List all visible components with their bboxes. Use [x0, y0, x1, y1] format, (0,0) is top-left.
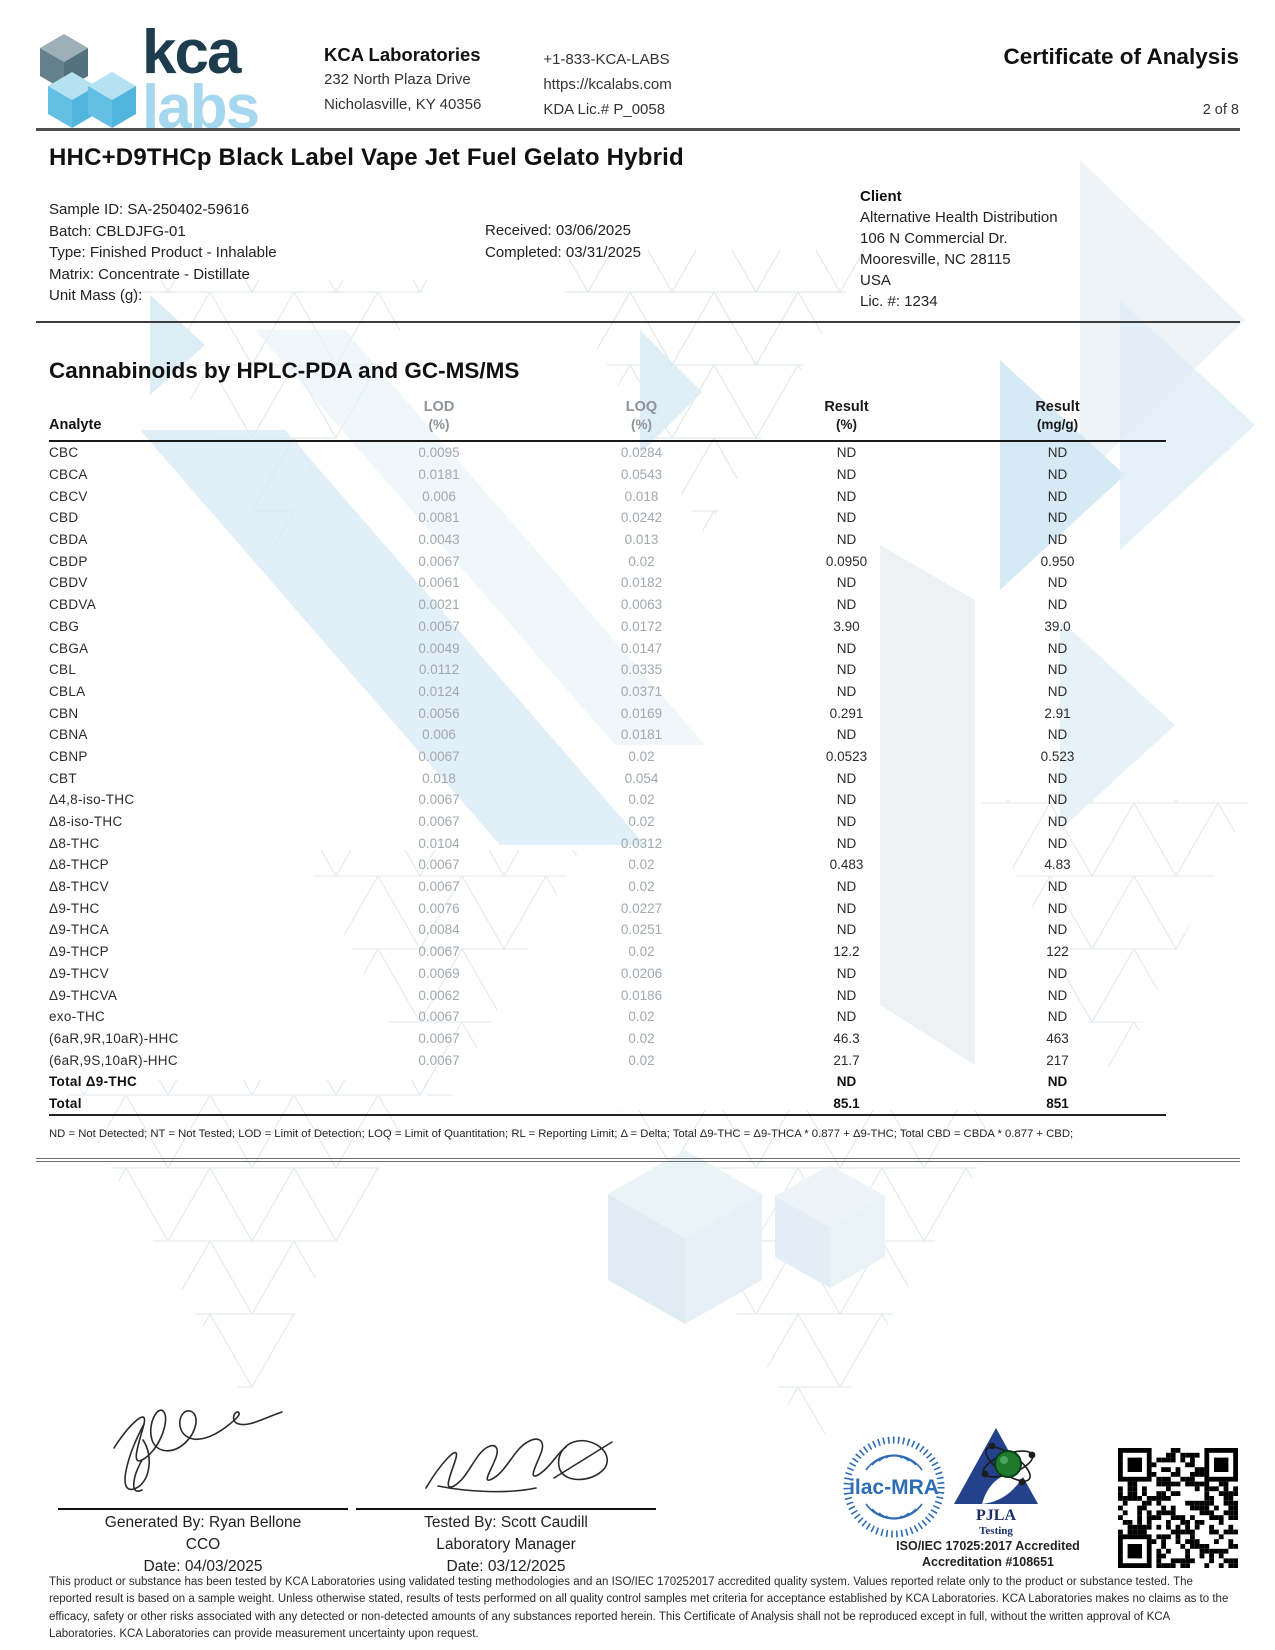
analyte-value: 0.054	[624, 770, 659, 786]
analyte-value: ND	[836, 835, 857, 851]
client-license: Lic. #: 1234	[860, 293, 938, 310]
table-row	[49, 1093, 1166, 1116]
sample-matrix: Matrix: Concentrate - Distillate	[49, 265, 250, 283]
analyte-value: 0.0081	[418, 510, 460, 526]
kca-logo	[36, 18, 308, 142]
client-country: USA	[860, 272, 891, 289]
analyte-value: ND	[1047, 445, 1068, 461]
column-header-loq: LOQ (%)	[539, 398, 744, 441]
table-row	[49, 724, 1166, 746]
analyte-value: ND	[1047, 597, 1068, 613]
analyte-value: ND	[1047, 683, 1068, 699]
analyte-value: 122	[1046, 944, 1069, 960]
analyte-value: 0.0335	[620, 662, 663, 678]
analyte-name: CBNP	[49, 748, 88, 764]
analyte-name: CBDP	[49, 553, 88, 569]
cannabinoid-table	[49, 398, 1166, 1116]
analyte-name: (6aR,9R,10aR)-HHC	[49, 1030, 179, 1046]
table-row	[49, 1028, 1166, 1050]
analyte-name: CBLA	[49, 683, 86, 699]
analyte-name: Total	[49, 1093, 339, 1116]
analyte-value: 0.0067	[418, 1052, 460, 1068]
document-title: Certificate of Analysis	[1003, 44, 1239, 69]
analyte-name: CBNA	[49, 727, 88, 743]
table-row	[49, 876, 1166, 898]
lab-contact	[543, 26, 671, 136]
analyte-value: 0.006	[422, 488, 456, 504]
analyte-name: CBCV	[49, 488, 88, 504]
analyte-value: ND	[1047, 662, 1068, 678]
tested-by: Tested By: Scott Caudill	[424, 1514, 588, 1531]
table-row	[49, 616, 1166, 638]
analyte-value: 39.0	[1044, 618, 1071, 634]
analyte-value: 0.02	[628, 879, 655, 895]
analyte-value: ND	[836, 467, 857, 483]
lab-website: https://kcalabs.com	[543, 76, 672, 93]
analyte-value: ND	[1047, 640, 1068, 656]
analyte-value: 0.0057	[418, 618, 460, 634]
analyte-value	[539, 1093, 744, 1116]
analyte-value: 0.0186	[620, 987, 663, 1003]
analyte-name: Δ9-THCVA	[49, 987, 118, 1003]
completed-date: Completed: 03/31/2025	[485, 243, 641, 261]
ilac-mra-logo	[843, 1436, 945, 1538]
column-header-result-mgg: Result (mg/g)	[949, 398, 1166, 441]
analyte-value: ND	[836, 987, 857, 1003]
table-row	[49, 832, 1166, 854]
iso-accreditation-text	[848, 1538, 1128, 1570]
analyte-value: 0.0062	[418, 987, 460, 1003]
table-row	[49, 897, 1166, 919]
analyte-value: ND	[836, 922, 857, 938]
analyte-value: 0.02	[628, 792, 655, 808]
analyte-value: 0.0251	[620, 922, 663, 938]
signature-line-tested	[356, 1508, 656, 1510]
analyte-value: ND	[836, 727, 857, 743]
analyte-value: 0.0242	[620, 510, 663, 526]
column-header-analyte: Analyte	[49, 398, 339, 441]
analyte-value: ND	[1047, 792, 1068, 808]
analyte-value: 0.02	[628, 553, 655, 569]
analyte-value: ND	[1047, 965, 1068, 981]
analyte-value: ND	[1047, 879, 1068, 895]
signature-line-generated	[58, 1508, 348, 1510]
table-footnote: ND = Not Detected; NT = Not Tested; LOD = Limit of Detection; LOQ = Limit of Quantitation; RL = Reporting Limit; Δ = Delta; Total Δ9-THC = Δ9-THCA * 0.877 + Δ9-THC; Total CBD = CBDA * 0.877 + CBD;	[49, 1128, 1074, 1140]
lab-address-line2: Nicholasville, KY 40356	[324, 96, 482, 113]
footnote-divider	[36, 1158, 1240, 1162]
analyte-name: exo-THC	[49, 1009, 106, 1025]
analyte-value: ND	[1047, 922, 1068, 938]
analyte-value: ND	[1047, 488, 1068, 504]
analyte-value: ND	[836, 900, 857, 916]
table-row	[49, 507, 1166, 529]
tested-date: Date: 03/12/2025	[446, 1558, 566, 1575]
svg-text:Testing: Testing	[979, 1525, 1013, 1537]
analyte-value: ND	[1047, 814, 1068, 830]
table-row	[49, 572, 1166, 594]
analyte-value: ND	[836, 1074, 857, 1090]
column-header-lod: LOD (%)	[339, 398, 539, 441]
analyte-value: 2.91	[1044, 705, 1071, 721]
analyte-value: ND	[1047, 900, 1068, 916]
analyte-value: 85.1	[744, 1093, 949, 1116]
analyte-value: ND	[836, 488, 857, 504]
section-divider	[36, 321, 1240, 323]
page-number: 2 of 8	[1202, 102, 1239, 118]
sample-unit-mass: Unit Mass (g):	[49, 287, 143, 304]
analyte-value: ND	[1047, 1009, 1068, 1025]
analyte-value: ND	[836, 662, 857, 678]
analyte-value: ND	[1047, 727, 1068, 743]
analyte-value: 0.291	[829, 705, 864, 721]
analyte-name: CBG	[49, 618, 80, 634]
analyte-value: 0.0206	[620, 965, 663, 981]
analyte-value: 0.0067	[418, 944, 460, 960]
table-row	[49, 746, 1166, 768]
analyte-value: 46.3	[833, 1030, 860, 1046]
analyte-value: ND	[1047, 1074, 1068, 1090]
analyte-value: 0.013	[624, 532, 659, 548]
analyte-value: ND	[836, 597, 857, 613]
analyte-value: ND	[836, 575, 857, 591]
signature-generated	[92, 1368, 302, 1508]
analyte-value: 0.0067	[418, 792, 460, 808]
analyte-value: 0.0049	[418, 640, 460, 656]
analyte-value: 0.018	[422, 770, 456, 786]
analyte-value: 0.0950	[825, 553, 868, 569]
analyte-value: ND	[836, 770, 857, 786]
product-title: HHC+D9THCp Black Label Vape Jet Fuel Gelato Hybrid	[49, 144, 684, 171]
analyte-value	[539, 1071, 744, 1093]
analyte-value: 0.0056	[418, 705, 460, 721]
lab-address-line1: 232 North Plaza Drive	[324, 71, 471, 88]
table-row	[49, 1071, 1166, 1093]
analyte-value: ND	[1047, 510, 1068, 526]
analyte-value: 0.0061	[418, 575, 460, 591]
analyte-value: 0.02	[628, 1030, 655, 1046]
analyte-value: 0.0067	[418, 857, 460, 873]
analyte-value: ND	[1047, 835, 1068, 851]
analyte-value: 0.02	[628, 814, 655, 830]
qr-code	[1118, 1448, 1238, 1568]
analyte-value: ND	[836, 640, 857, 656]
analyte-value: ND	[836, 445, 857, 461]
analyte-value	[339, 1071, 539, 1093]
analyte-value: ND	[836, 532, 857, 548]
analyte-value: ND	[836, 1009, 857, 1025]
analyte-value: 0.0523	[825, 748, 868, 764]
analyte-name: CBL	[49, 662, 77, 678]
analyte-name: (6aR,9S,10aR)-HHC	[49, 1052, 178, 1068]
analyte-value: 217	[1046, 1052, 1069, 1068]
lab-info	[324, 26, 481, 136]
received-date: Received: 03/06/2025	[485, 222, 631, 239]
analyte-value: ND	[1047, 770, 1068, 786]
analyte-value: ND	[836, 510, 857, 526]
lab-name: KCA Laboratories	[324, 44, 481, 65]
analyte-value: 851	[949, 1093, 1166, 1116]
analyte-value: 3.90	[833, 618, 860, 634]
analyte-value: 0.0063	[620, 597, 663, 613]
analyte-value: ND	[836, 814, 857, 830]
analyte-value: 0.0084	[418, 922, 460, 938]
analyte-value: 0.0312	[620, 835, 663, 851]
sample-info	[49, 199, 277, 307]
generated-role: CCO	[185, 1536, 221, 1553]
analyte-value: 0.0021	[418, 597, 460, 613]
analyte-value: 0.006	[422, 727, 456, 743]
analyte-value: 0.0067	[418, 1030, 460, 1046]
logo-text-labs: labs	[142, 72, 259, 142]
cannabinoids-section-title: Cannabinoids by HPLC-PDA and GC-MS/MS	[49, 358, 520, 383]
analyte-value: 0.950	[1040, 553, 1075, 569]
generated-date: Date: 04/03/2025	[143, 1558, 263, 1575]
analyte-value: 0.02	[628, 857, 655, 873]
analyte-value: 0.0067	[418, 814, 460, 830]
table-row	[49, 529, 1166, 551]
analyte-value: 463	[1046, 1030, 1069, 1046]
analyte-name: CBDA	[49, 532, 88, 548]
analyte-value: 0.0543	[620, 467, 663, 483]
analyte-value: ND	[836, 792, 857, 808]
header-right	[1004, 26, 1240, 136]
analyte-value: ND	[1047, 467, 1068, 483]
analyte-value: 0.0067	[418, 1009, 460, 1025]
sample-dates	[485, 220, 641, 263]
kca-cubes-icon	[36, 26, 136, 130]
analyte-value: 0.0069	[418, 965, 460, 981]
client-address2: Mooresville, NC 28115	[860, 251, 1011, 268]
pjla-logo	[952, 1426, 1040, 1538]
analyte-name: CBT	[49, 770, 77, 786]
analyte-name: CBDVA	[49, 597, 97, 613]
analyte-value	[339, 1093, 539, 1116]
analyte-value: 21.7	[833, 1052, 860, 1068]
analyte-value: 12.2	[833, 944, 860, 960]
analyte-value: 0.0095	[418, 445, 460, 461]
table-row	[49, 854, 1166, 876]
analyte-value: 0.0112	[418, 662, 460, 678]
analyte-value: 0.523	[1040, 748, 1075, 764]
analyte-value: 4.83	[1044, 857, 1071, 873]
analyte-name: CBGA	[49, 640, 89, 656]
analyte-value: 0.0181	[418, 467, 460, 483]
table-row	[49, 464, 1166, 486]
analyte-name: CBCA	[49, 467, 88, 483]
analyte-value: 0.0181	[620, 727, 663, 743]
analyte-value: ND	[836, 965, 857, 981]
analyte-name: CBDV	[49, 575, 88, 591]
analyte-value: ND	[836, 683, 857, 699]
analyte-value: 0.0147	[620, 640, 663, 656]
table-row	[49, 767, 1166, 789]
analyte-value: 0.02	[628, 944, 655, 960]
analyte-value: 0.02	[628, 748, 655, 764]
analyte-value: 0.0371	[620, 683, 663, 699]
analyte-value: ND	[1047, 987, 1068, 1003]
sample-id: Sample ID: SA-250402-59616	[49, 201, 250, 218]
analyte-name: Δ8-iso-THC	[49, 814, 123, 830]
iso-line1: ISO/IEC 17025:2017 Accredited	[896, 1539, 1080, 1553]
analyte-value: 0.0067	[418, 748, 460, 764]
analyte-value: 0.483	[829, 857, 864, 873]
analyte-name: Δ4,8-iso-THC	[49, 792, 135, 808]
analyte-value: 0.0067	[418, 553, 460, 569]
analyte-name: CBN	[49, 705, 79, 721]
kca-wordmark	[142, 18, 259, 142]
table-row	[49, 702, 1166, 724]
svg-text:ilac-MRA: ilac-MRA	[849, 1476, 939, 1499]
analyte-value: 0.0169	[620, 705, 663, 721]
analyte-name: Δ8-THC	[49, 835, 100, 851]
analyte-value: 0.0182	[620, 575, 663, 591]
client-heading: Client	[860, 188, 902, 205]
disclaimer-text: This product or substance has been tested by KCA Laboratories using validated testing methodologies and an ISO/IEC 170252017 accredited quality system. Values reported relate only to the product or substance tested. The reported result is based on a sample weight. Unless otherwise stated, results of tests performed on all quality control samples met criteria for acceptance established by KCA Laboratories. KCA Laboratories makes no claims as to the efficacy, safety or other risks associated with any detected or non-detected amounts of any substances reported herein. This Certificate of Analysis shall not be reproduced except in full, without the written approval of KCA Laboratories. KCA Laboratories can provide measurement uncertainty upon request.	[49, 1576, 1229, 1640]
analyte-name: Δ8-THCV	[49, 879, 109, 895]
analyte-value: 0.0043	[418, 532, 460, 548]
column-header-result-pct: Result (%)	[744, 398, 949, 441]
analyte-value: ND	[836, 879, 857, 895]
table-header-row	[49, 398, 1166, 441]
analyte-value: 0.02	[628, 1052, 655, 1068]
analyte-value: 0.02	[628, 1009, 655, 1025]
table-row	[49, 919, 1166, 941]
table-row	[49, 963, 1166, 985]
analyte-name: Δ9-THCA	[49, 922, 109, 938]
analyte-value: 0.0172	[620, 618, 663, 634]
analyte-value: 0.0067	[418, 879, 460, 895]
table-row	[49, 637, 1166, 659]
lab-kda-license: KDA Lic.# P_0058	[543, 101, 666, 118]
svg-text:PJLA: PJLA	[976, 1507, 1016, 1524]
analyte-name: CBC	[49, 445, 79, 461]
client-name: Alternative Health Distribution	[860, 209, 1058, 226]
table-row	[49, 441, 1166, 464]
analyte-value: 0.0104	[418, 835, 460, 851]
analyte-name: Δ9-THCV	[49, 965, 109, 981]
sample-batch: Batch: CBLDJFG-01	[49, 222, 186, 240]
analyte-value: 0.0227	[620, 900, 663, 916]
analyte-name: Δ9-THCP	[49, 944, 109, 960]
analyte-value: 0.0284	[620, 445, 663, 461]
lab-phone: +1-833-KCA-LABS	[543, 51, 670, 68]
analyte-name: Δ9-THC	[49, 900, 100, 916]
table-row	[49, 594, 1166, 616]
table-row	[49, 1049, 1166, 1071]
table-row	[49, 984, 1166, 1006]
logo-text-kca: kca	[142, 18, 240, 87]
header-divider	[36, 128, 1240, 131]
analyte-name: Δ8-THCP	[49, 857, 109, 873]
client-address1: 106 N Commercial Dr.	[860, 230, 1008, 247]
generated-by: Generated By: Ryan Bellone	[104, 1514, 302, 1531]
analyte-value: ND	[1047, 575, 1068, 591]
table-row	[49, 485, 1166, 507]
table-row	[49, 1006, 1166, 1028]
analyte-value: 0.0124	[418, 683, 460, 699]
table-row	[49, 550, 1166, 572]
cannabinoid-table-body	[49, 441, 1166, 1115]
analyte-name: CBD	[49, 510, 79, 526]
iso-line2: Accreditation #108651	[921, 1555, 1054, 1569]
table-row	[49, 659, 1166, 681]
client-info	[860, 186, 1058, 312]
analyte-value: ND	[1047, 532, 1068, 548]
analyte-value: 0.0076	[418, 900, 460, 916]
sample-type: Type: Finished Product - Inhalable	[49, 244, 277, 261]
table-row	[49, 789, 1166, 811]
analyte-name: Total Δ9-THC	[49, 1074, 138, 1090]
signature-tested	[408, 1388, 623, 1513]
tested-role: Laboratory Manager	[436, 1536, 576, 1553]
tested-by-block	[356, 1512, 656, 1578]
table-row	[49, 681, 1166, 703]
header	[36, 18, 1239, 142]
table-row	[49, 941, 1166, 963]
analyte-value: 0.018	[624, 488, 659, 504]
generated-by-block	[58, 1512, 348, 1578]
table-row	[49, 811, 1166, 833]
